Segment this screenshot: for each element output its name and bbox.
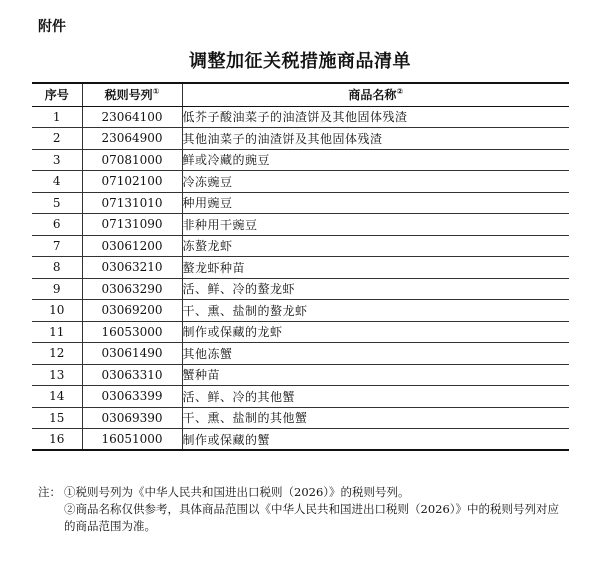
cell-name: 活、鲜、冷的螯龙虾 <box>182 278 569 300</box>
cell-name: 螯龙虾种苗 <box>182 257 569 279</box>
cell-code: 23064900 <box>82 128 182 150</box>
cell-name: 蟹种苗 <box>182 364 569 386</box>
cell-name: 其他油菜子的油渣饼及其他固体残渣 <box>182 128 569 150</box>
page-title: 调整加征关税措施商品清单 <box>189 51 411 72</box>
cell-code: 07131090 <box>82 214 182 236</box>
table-row <box>32 214 569 236</box>
cell-code: 03061490 <box>82 343 182 365</box>
cell-name: 干、熏、盐制的螯龙虾 <box>182 300 569 322</box>
cell-code: 16053000 <box>82 321 182 343</box>
cell-code: 03063210 <box>82 257 182 279</box>
cell-name: 活、鲜、冷的其他蟹 <box>182 386 569 408</box>
table-row <box>32 321 569 343</box>
cell-name: 种用豌豆 <box>182 192 569 214</box>
cell-name: 冷冻豌豆 <box>182 171 569 193</box>
table-row <box>32 128 569 150</box>
notes-lead: 注： <box>38 485 61 499</box>
cell-code: 03063310 <box>82 364 182 386</box>
header-code-note: ① <box>152 87 160 97</box>
table-row <box>32 386 569 408</box>
cell-seq: 11 <box>32 321 82 343</box>
header-code <box>82 83 182 106</box>
note-2: ②商品名称仅供参考，具体商品范围以《中华人民共和国进出口税则（2026）》中的税则号列对应的商品范围为准。 <box>64 502 560 533</box>
cell-code: 23064100 <box>82 106 182 128</box>
table-row <box>32 257 569 279</box>
cell-name: 其他冻蟹 <box>182 343 569 365</box>
table-row <box>32 343 569 365</box>
cell-name: 鲜或冷藏的豌豆 <box>182 149 569 171</box>
table-row <box>32 407 569 429</box>
cell-seq: 6 <box>32 214 82 236</box>
cell-code: 07081000 <box>82 149 182 171</box>
cell-name: 冻螯龙虾 <box>182 235 569 257</box>
cell-seq: 13 <box>32 364 82 386</box>
header-name-note: ② <box>396 87 404 97</box>
cell-code: 16051000 <box>82 429 182 451</box>
cell-seq: 5 <box>32 192 82 214</box>
cell-name: 制作或保藏的龙虾 <box>182 321 569 343</box>
header-name <box>182 83 569 106</box>
footnotes <box>38 484 568 535</box>
note-1: ①税则号列为《中华人民共和国进出口税则（2026）》的税则号列。 <box>64 485 410 499</box>
table-row <box>32 364 569 386</box>
cell-name: 低芥子酸油菜子的油渣饼及其他固体残渣 <box>182 106 569 128</box>
cell-name: 制作或保藏的蟹 <box>182 429 569 451</box>
cell-name: 非种用干豌豆 <box>182 214 569 236</box>
header-seq: 序号 <box>32 83 82 106</box>
table-row <box>32 149 569 171</box>
table-row <box>32 171 569 193</box>
cell-code: 03069200 <box>82 300 182 322</box>
cell-seq: 1 <box>32 106 82 128</box>
cell-seq: 9 <box>32 278 82 300</box>
cell-seq: 2 <box>32 128 82 150</box>
cell-seq: 7 <box>32 235 82 257</box>
table-row <box>32 429 569 451</box>
header-code-label: 税则号列 <box>104 88 153 103</box>
cell-code: 03063399 <box>82 386 182 408</box>
tariff-table <box>32 82 569 451</box>
cell-code: 07131010 <box>82 192 182 214</box>
table-row <box>32 278 569 300</box>
cell-seq: 4 <box>32 171 82 193</box>
table-row <box>32 106 569 128</box>
table-row <box>32 235 569 257</box>
cell-code: 03063290 <box>82 278 182 300</box>
header-name-label: 商品名称 <box>348 88 397 103</box>
cell-code: 03069390 <box>82 407 182 429</box>
table-row <box>32 300 569 322</box>
table-header-row <box>32 83 569 106</box>
cell-name: 干、熏、盐制的其他蟹 <box>182 407 569 429</box>
cell-seq: 16 <box>32 429 82 451</box>
cell-seq: 15 <box>32 407 82 429</box>
cell-code: 03061200 <box>82 235 182 257</box>
attachment-label: 附件 <box>38 19 66 35</box>
table-row <box>32 192 569 214</box>
cell-seq: 14 <box>32 386 82 408</box>
cell-code: 07102100 <box>82 171 182 193</box>
cell-seq: 10 <box>32 300 82 322</box>
cell-seq: 8 <box>32 257 82 279</box>
cell-seq: 3 <box>32 149 82 171</box>
cell-seq: 12 <box>32 343 82 365</box>
